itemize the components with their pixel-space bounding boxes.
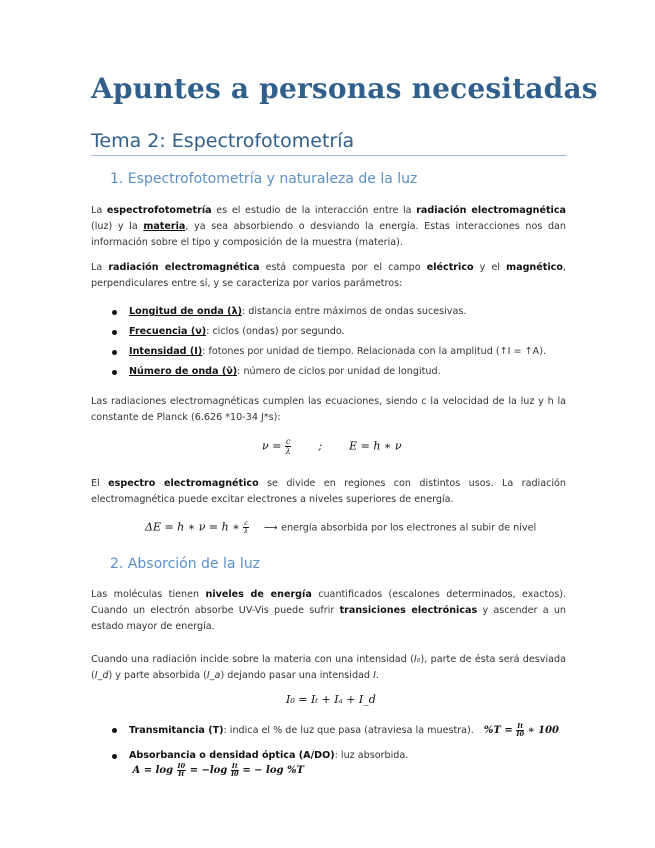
equation-frequency: ν = $\frac{c}{\lambda}$ ; E = h ∗ ν: [262, 437, 402, 456]
paragraph-radiation: La radiación electromagnética está compuesta por el campo eléctrico y el magnético, perpendiculares entre sí, y se caracteriza por varios parámetros:: [91, 262, 566, 289]
list-item: Frecuencia (ν): ciclos (ondas) por segundo.: [110, 325, 566, 345]
list-item: Longitud de onda (λ): distancia entre máximos de ondas sucesivas.: [110, 305, 566, 325]
paragraph-spectrum: El espectro electromagnético se divide en regiones con distintos usos. La radiación electromagnética puede excitar electrones a niveles superiores de energía.: [91, 478, 566, 505]
equation-energy: ΔE = h ∗ ν = h ∗ $\frac{c}{\lambda}$ ⟶ energía absorbida por los electrones al subir de nivel: [145, 519, 537, 535]
list-item: Transmitancia (T): indica el % de luz que pasa (atraviesa la muestra). %T = $\frac{It}{I0}$ ∗ 100: [110, 723, 566, 749]
paragraph-intensity: Cuando una radiación incide sobre la materia con una intensidad (I₀), parte de ésta será desviada (I_d) y parte absorbida (I_a) dejando pasar una intensidad I.: [91, 654, 566, 681]
list-item: Absorbancia o densidad óptica (A/DO): luz absorbida. A = log $\frac{I0}{It}$ = −log $\frac{It}{I0}$ = − log %T: [110, 749, 566, 769]
absorbance-formula: A = log $\frac{I0}{It}$ = −log $\frac{It}{I0}$ = − log %T: [132, 762, 304, 778]
list-item: Intensidad (I): fotones por unidad de tiempo. Relacionada con la amplitud (↑I = ↑A).: [110, 345, 566, 365]
list-item: Número de onda (ν̄): número de ciclos por unidad de longitud.: [110, 365, 566, 385]
paragraph-equations-intro: Las radiaciones electromagnéticas cumplen las ecuaciones, siendo c la velocidad de la luz y h la constante de Planck (6.626 *10-34 J*s):: [91, 396, 566, 423]
document-title: Apuntes a personas necesitadas: [91, 72, 598, 105]
parameter-list: [110, 305, 566, 385]
section-heading-1: 1. Espectrofotometría y naturaleza de la luz: [110, 171, 418, 187]
section-heading-2: 2. Absorción de la luz: [110, 556, 261, 572]
equation-intensity-balance: I₀ = Iₜ + Iₐ + I_d: [286, 693, 376, 706]
transmittance-formula: %T = $\frac{It}{I0}$ ∗ 100: [483, 722, 559, 738]
paragraph-energy-levels: Las moléculas tienen niveles de energía cuantificados (escalones determinados, exactos). Cuando un electrón absorbe UV-Vis puede sufrir transiciones electrónicas y ascender a un estado mayor de energía.: [91, 589, 566, 632]
topic-heading: Tema 2: Espectrofotometría: [91, 130, 566, 156]
optical-list: [110, 722, 566, 778]
paragraph-definition: La espectrofotometría es el estudio de la interacción entre la radiación electromagnética (luz) y la materia, ya sea absorbiendo o desviando la energía. Estas interacciones nos dan información sobre el tipo y composición de la muestra (materia).: [91, 205, 566, 248]
